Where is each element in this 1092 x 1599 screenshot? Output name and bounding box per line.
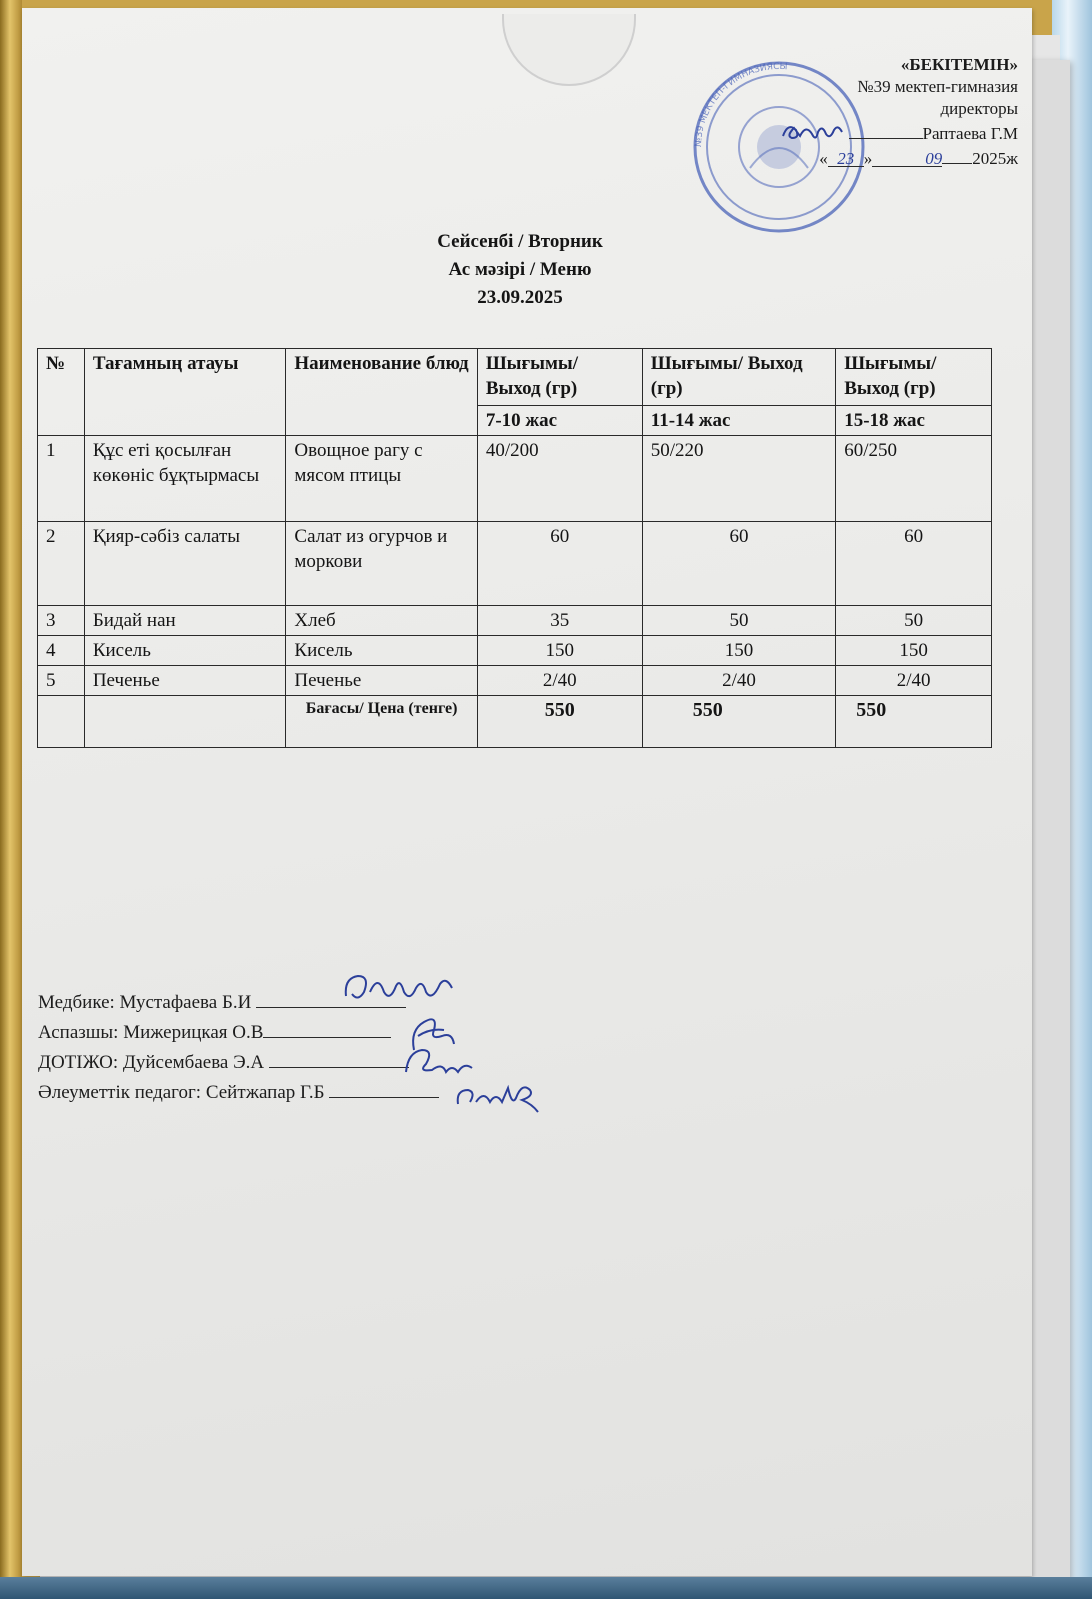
- yield-11-14: 2/40: [642, 666, 835, 696]
- col-yield-3: Шығымы/ Выход (гр): [836, 349, 992, 406]
- col-num: №: [38, 349, 85, 436]
- price-15-18: 550: [836, 696, 992, 748]
- empty-cell: [38, 696, 85, 748]
- yield-7-10: 150: [477, 636, 642, 666]
- approval-date: « 23 » 09 2025ж: [819, 145, 1018, 170]
- col-name-kz: Тағамның атауы: [84, 349, 286, 436]
- table-row: [38, 436, 992, 522]
- menu-table: [37, 348, 992, 748]
- row-num: 1: [38, 436, 85, 522]
- staff-dotizho: ДОТІЖО: Дуйсембаева Э.А: [38, 1052, 265, 1073]
- yield-11-14: 150: [642, 636, 835, 666]
- staff-line: [38, 1048, 439, 1078]
- date-day: 23: [828, 148, 864, 167]
- table-row: [38, 522, 992, 606]
- frame-bottom: [0, 1577, 1092, 1599]
- yield-15-18: 60: [836, 522, 992, 606]
- social-pedagog-signature: [452, 1076, 542, 1116]
- empty-cell: [84, 696, 286, 748]
- staff-cook: Аспазшы: Мижерицкая О.В: [38, 1022, 264, 1043]
- staff-line: [38, 1078, 439, 1108]
- col-name-ru: Наименование блюд: [286, 349, 477, 436]
- dish-name-ru: Овощное рагу с мясом птицы: [286, 436, 477, 522]
- dish-name-kz: Қияр-сәбіз салаты: [84, 522, 286, 606]
- col-yield-2: Шығымы/ Выход (гр): [642, 349, 835, 406]
- frame-left: [0, 0, 22, 1599]
- age-15-18: 15-18 жас: [836, 406, 992, 436]
- approval-block: [819, 54, 1018, 170]
- approval-header: «БЕКІТЕМІН»: [900, 55, 1018, 74]
- menu-heading: [310, 228, 730, 312]
- dish-name-ru: Салат из огурчов и моркови: [286, 522, 477, 606]
- price-7-10: 550: [477, 696, 642, 748]
- dish-name-kz: Бидай нан: [84, 606, 286, 636]
- table-row: [38, 636, 992, 666]
- director-signature: [778, 116, 848, 146]
- dish-name-ru: Печенье: [286, 666, 477, 696]
- approval-director: [819, 120, 1018, 145]
- approval-school: №39 мектеп-гимназия: [857, 77, 1018, 96]
- yield-15-18: 150: [836, 636, 992, 666]
- age-7-10: 7-10 жас: [477, 406, 642, 436]
- table-row: [38, 666, 992, 696]
- yield-7-10: 60: [477, 522, 642, 606]
- dish-name-kz: Печенье: [84, 666, 286, 696]
- table-row: [38, 606, 992, 636]
- yield-15-18: 50: [836, 606, 992, 636]
- price-11-14: 550: [642, 696, 835, 748]
- row-num: 2: [38, 522, 85, 606]
- yield-11-14: 50/220: [642, 436, 835, 522]
- menu-title: Ас мәзірі / Меню: [448, 259, 592, 280]
- price-row: [38, 696, 992, 748]
- row-num: 5: [38, 666, 85, 696]
- yield-7-10: 2/40: [477, 666, 642, 696]
- staff-medic: Медбике: Мустафаева Б.И: [38, 992, 252, 1013]
- staff-line: [38, 1018, 439, 1048]
- row-num: 4: [38, 636, 85, 666]
- menu-date: 23.09.2025: [477, 287, 563, 308]
- director-name: Раптаева Г.М: [922, 124, 1018, 143]
- age-11-14: 11-14 жас: [642, 406, 835, 436]
- sleeve-notch: [502, 14, 636, 86]
- yield-7-10: 40/200: [477, 436, 642, 522]
- price-label: Бағасы/ Цена (тенге): [286, 696, 477, 748]
- dish-name-kz: Кисель: [84, 636, 286, 666]
- dish-name-ru: Кисель: [286, 636, 477, 666]
- col-yield-1: Шығымы/ Выход (гр): [477, 349, 642, 406]
- row-num: 3: [38, 606, 85, 636]
- yield-15-18: 60/250: [836, 436, 992, 522]
- date-year: 2025ж: [972, 149, 1018, 168]
- table-header-row: [38, 349, 992, 406]
- yield-7-10: 35: [477, 606, 642, 636]
- dish-name-ru: Хлеб: [286, 606, 477, 636]
- medic-signature: [340, 968, 460, 1008]
- stamp-text: №39 МЕКТЕП-ГИМНАЗИЯСЫ: [693, 61, 788, 148]
- yield-11-14: 50: [642, 606, 835, 636]
- dish-name-kz: Құс еті қосылған көкөніс бұқтырмасы: [84, 436, 286, 522]
- date-month: 09: [872, 148, 942, 167]
- yield-15-18: 2/40: [836, 666, 992, 696]
- day-title: Сейсенбі / Вторник: [437, 231, 603, 252]
- yield-11-14: 60: [642, 522, 835, 606]
- staff-social-pedagog: Әлеуметтік педагог: Сейтжапар Г.Б: [38, 1082, 325, 1103]
- approval-position: директоры: [940, 99, 1018, 118]
